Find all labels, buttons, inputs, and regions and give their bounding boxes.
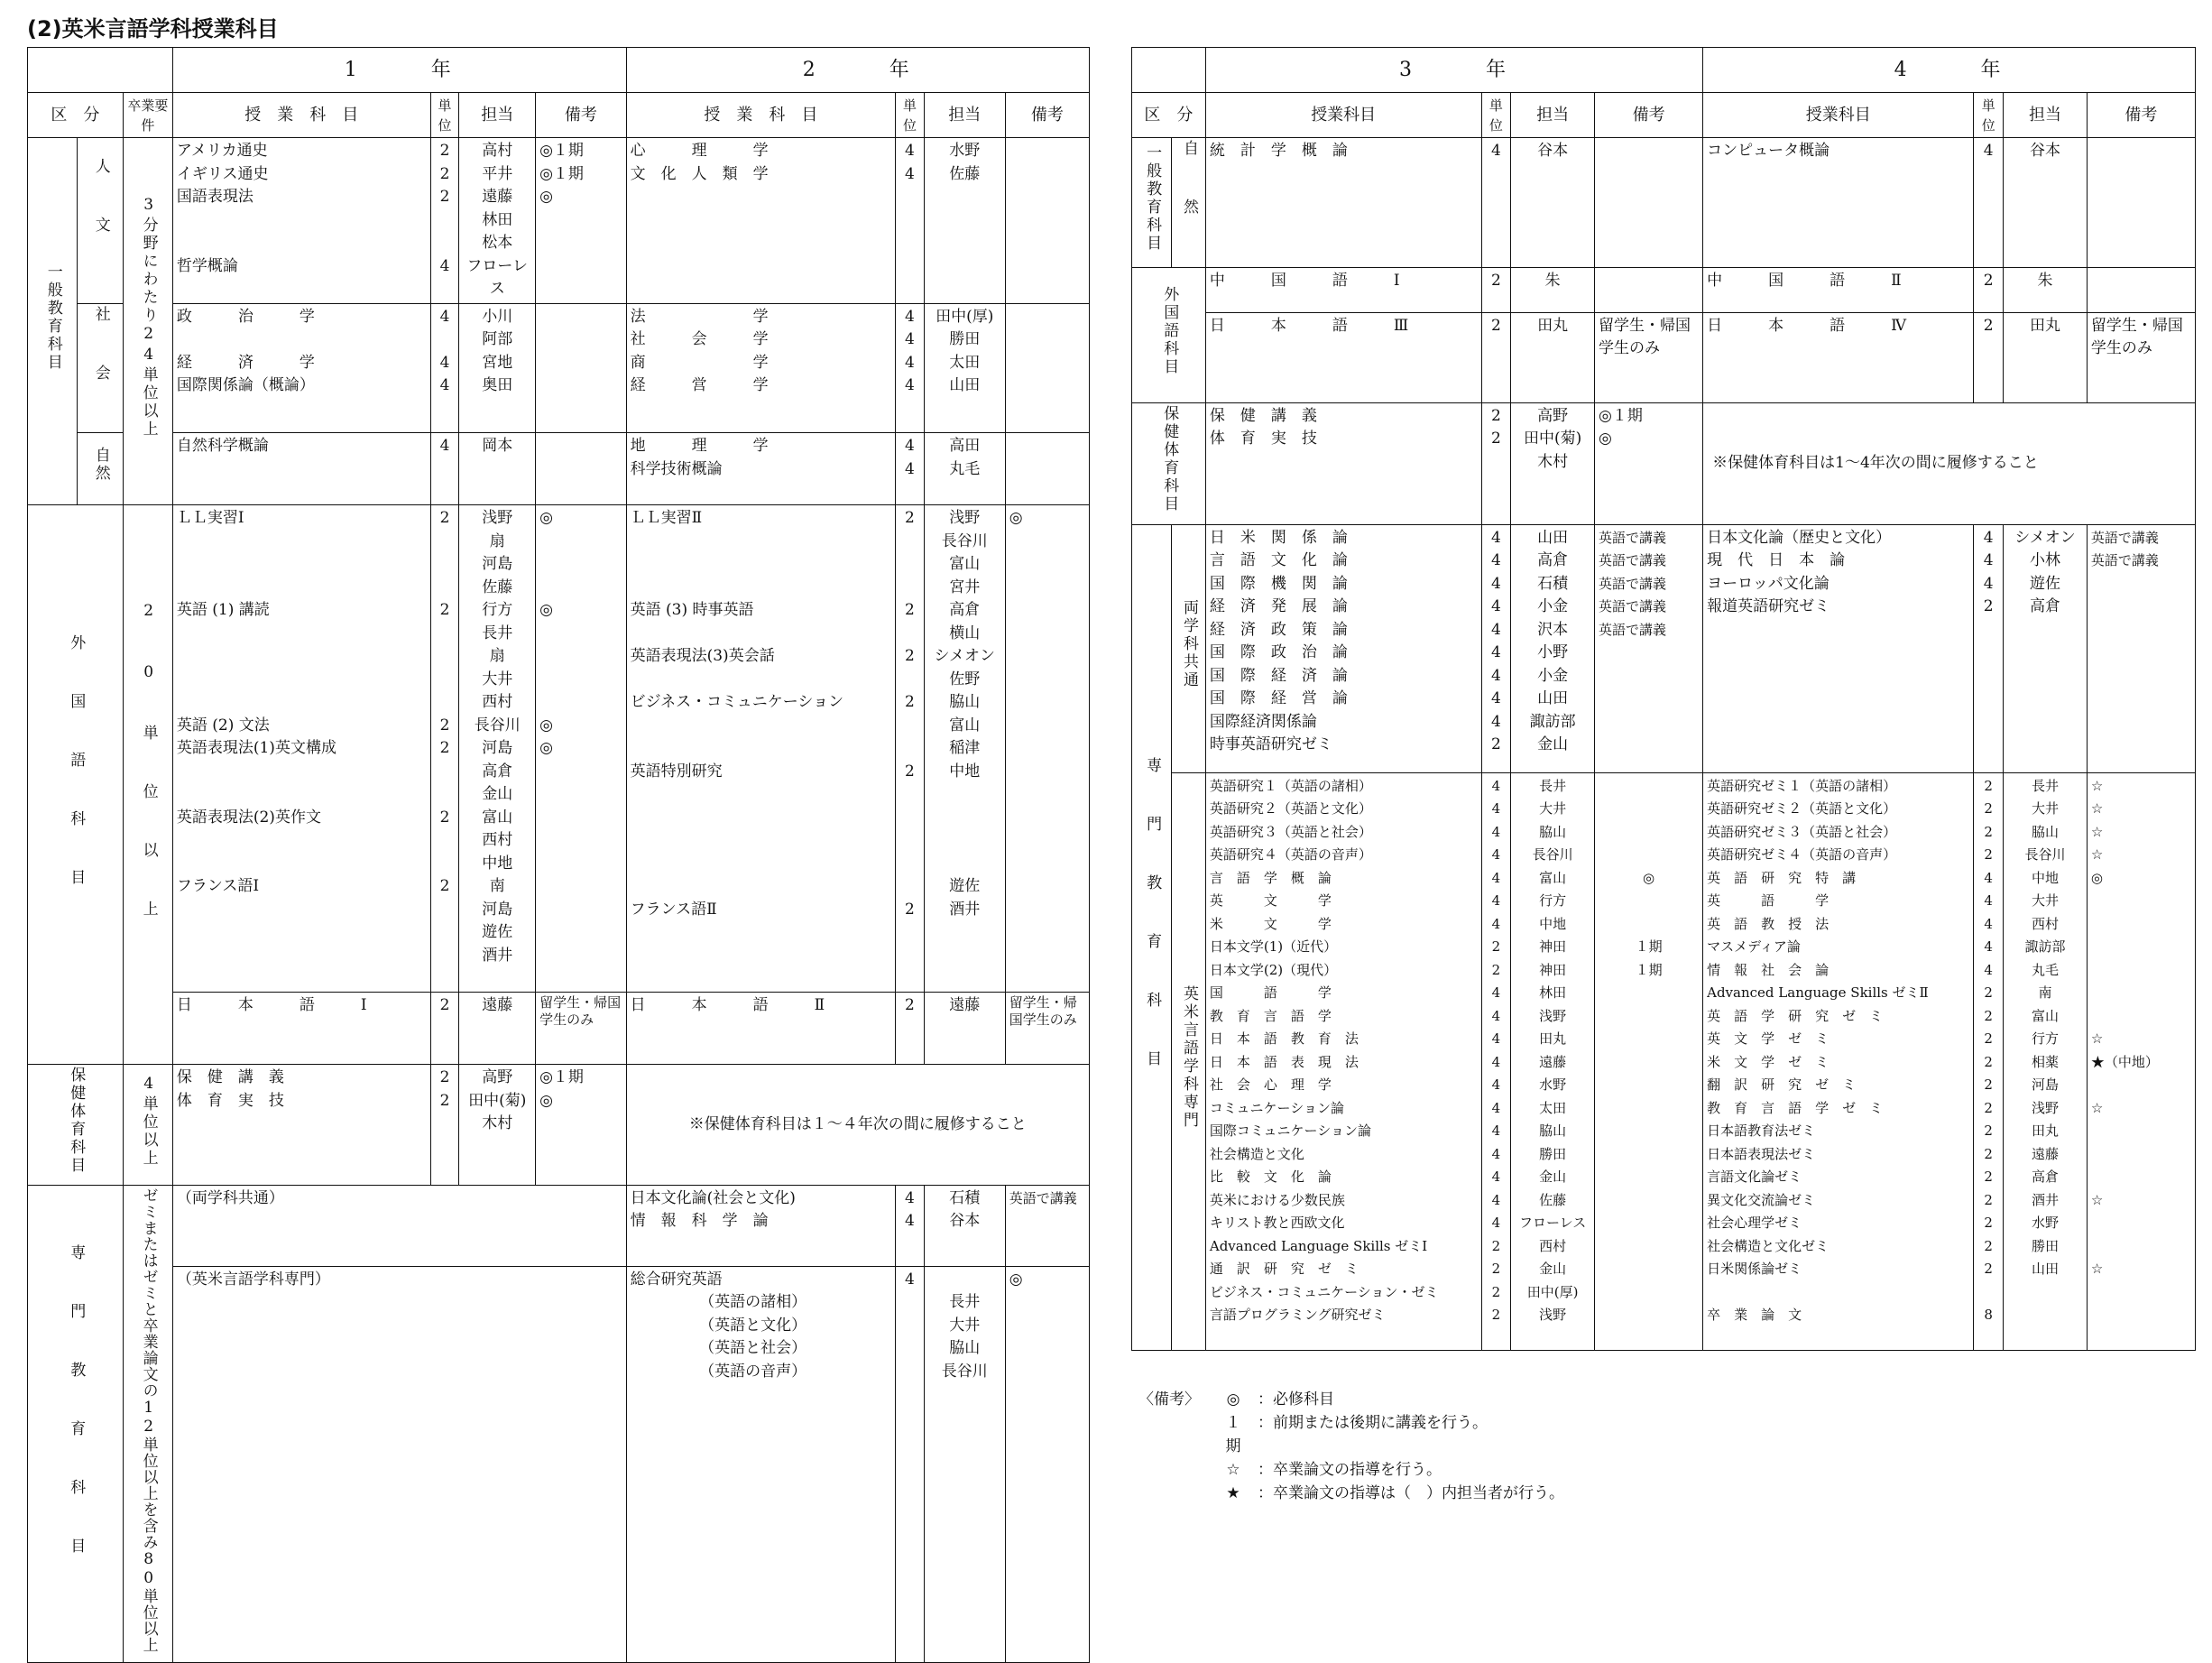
- ei-y3-notes: ◎ １期 １期: [1595, 772, 1703, 1350]
- header-teacher-y3: 担当: [1511, 93, 1595, 138]
- ryo-y3-subjects: 日 米 関 係 論 言 語 文 化 論 国 際 機 関 論 経 済 発 展 論 経 済 政 策 論 国 際 政 治 論 国 際 経 済 論 国 際 経 営 論 国際経済関係論 時事英語研究ゼミ: [1205, 524, 1481, 772]
- header-yoken: 卒業要件: [123, 93, 172, 138]
- ei-y4-teachers: 長井 大井 脇山 長谷川 中地 大井 西村 諏訪部 丸毛 南 富山 行方 相薬 河島 浅野 田丸 遠藤 高倉 酒井 水野 勝田 山田: [2004, 772, 2088, 1350]
- gai-y4-teacher1: 朱: [2004, 267, 2088, 312]
- gai-y3-teacher2: 田丸: [1511, 312, 1595, 402]
- shi-y2-notes: [1005, 433, 1089, 505]
- ei-y3-teachers: 長井 大井 脇山 長谷川 富山 行方 中地 神田 神田 林田 浅野 田丸 遠藤 水野 太田 脇山 勝田 金山 佐藤 フローレス 西村 金山 田中(厚) 浅野: [1511, 772, 1595, 1350]
- header-unit-y3: 単位: [1481, 93, 1511, 138]
- ryo-y3-units: 4 4 4 4 4 4 4 4 4 2: [1481, 524, 1511, 772]
- r-cat-ippan: 一般教育科目: [1132, 138, 1172, 268]
- label-eibei: （英米言語学科専門）: [172, 1266, 626, 1662]
- shi-y4-teacher: 谷本: [2004, 138, 2088, 268]
- gai-y2-subjects: ＬＬ実習Ⅱ 英語 (3) 時事英語 英語表現法(3)英会話 ビジネス・コミュニケーション 英語特別研究 フランス語Ⅱ: [626, 505, 895, 993]
- gai-y3-unit2: 2: [1481, 312, 1511, 402]
- gai-y3-note1: [1595, 267, 1703, 312]
- cat-shakai: 社会: [78, 303, 124, 433]
- req-ippan: 3分野にわたり24単位以上: [123, 138, 172, 505]
- header-subject-y1: 授 業 科 目: [172, 93, 430, 138]
- ei-y4-units: 2 2 2 2 4 4 4 4 4 2 2 2 2 2 2 2 2 2 2 2 2 2 8: [1974, 772, 2004, 1350]
- jp-y2-teacher: 遠藤: [924, 993, 1005, 1065]
- jp-y2-note: 留学生・帰国学生のみ: [1005, 993, 1089, 1065]
- gai-y3-unit1: 2: [1481, 267, 1511, 312]
- jp-y1-unit: 2: [430, 993, 459, 1065]
- shi-y3-unit: 4: [1481, 138, 1511, 268]
- ryo-y4-units: 4 4 4 2: [1974, 524, 2004, 772]
- gai-y4-unit2: 2: [1974, 312, 2004, 402]
- r-cat-ryogaku: 両学科共通: [1171, 524, 1205, 772]
- ei-y4-subjects: 英語研究ゼミ１（英語の諸相） 英語研究ゼミ２（英語と文化） 英語研究ゼミ３（英語と社会） 英語研究ゼミ４（英語の音声） 英 語 研 究 特 講 英 語 学 英 語 教 授 法 マスメディア論 情 報 社 会 論 Advanced Language Skills ゼミⅡ 英 語 学 研 究 ゼ ミ 英 文 学 ゼ ミ 米 文 学 ゼ ミ 翻 訳 研 究 ゼ ミ 教 育 言 語 学 ゼ ミ 日本語教育法ゼミ 日本語表現法ゼミ 言語文化論ゼミ 異文化交流論ゼミ 社会心理学ゼミ 社会構造と文化ゼミ 日米関係論ゼミ 卒 業 論 文: [1703, 772, 1974, 1350]
- ei-y2-note: ◎: [1005, 1266, 1089, 1662]
- req-gaikoku: 20単位以上: [123, 505, 172, 1065]
- r-cat-shizen: 自然: [1171, 138, 1205, 268]
- hoken-y1-notes: ◎１期 ◎: [536, 1065, 627, 1186]
- legend: [1138, 1388, 1564, 1505]
- legend-key-required: ◎: [1226, 1390, 1240, 1409]
- sha-y1-notes: [536, 303, 627, 433]
- header-subject-y3: 授業科目: [1205, 93, 1481, 138]
- r-cat-eibei: 英米言語学科専門: [1171, 772, 1205, 1350]
- header-kubun: 区 分: [28, 93, 124, 138]
- ei-y2-teachers: 長井 大井 脇山 長谷川: [924, 1266, 1005, 1662]
- gai-y2-units: 2 2 2 2 2 2: [896, 505, 925, 993]
- gai-y4-subject1: 中 国 語 Ⅱ: [1703, 267, 1974, 312]
- left-table: [27, 47, 1090, 1663]
- r-header-blank: [1132, 48, 1206, 93]
- ryo-y3-notes: 英語で講義 英語で講義 英語で講義 英語で講義 英語で講義: [1595, 524, 1703, 772]
- gai-y4-note2: 留学生・帰国学生のみ: [2087, 312, 2195, 402]
- jin-y2-units: 4 4: [896, 138, 925, 304]
- header-note-y3: 備考: [1595, 93, 1703, 138]
- jin-y1-teachers: 高村 平井 遠藤 林田 松本 フローレス: [459, 138, 536, 304]
- header-teacher-y4: 担当: [2004, 93, 2088, 138]
- ryo-y2-subjects: 日本文化論(社会と文化) 情 報 科 学 論: [626, 1185, 895, 1266]
- cat-senmon: 専門教育科目: [28, 1185, 124, 1663]
- gai-y3-subject2: 日 本 語 Ⅲ: [1205, 312, 1481, 402]
- r-header-kubun: 区 分: [1132, 93, 1206, 138]
- hoken-y3-subjects: 保 健 講 義 体 育 実 技: [1205, 402, 1481, 524]
- sha-y1-teachers: 小川 阿部 宮地 奥田: [459, 303, 536, 433]
- header-unit-y4: 単位: [1974, 93, 2004, 138]
- ei-y4-notes: ☆ ☆ ☆ ☆ ◎ ☆ ★（中地） ☆ ☆ ☆: [2087, 772, 2195, 1350]
- sha-y2-notes: [1005, 303, 1089, 433]
- shi-y4-subject: コンピュータ概論: [1703, 138, 1974, 268]
- legend-val-star: ：卒業論文の指導を行う。: [1258, 1461, 1442, 1479]
- header-teacher-y1: 担当: [459, 93, 536, 138]
- jp-y1-teacher: 遠藤: [459, 993, 536, 1065]
- gai-y3-subject1: 中 国 語 Ⅰ: [1205, 267, 1481, 312]
- ryo-y4-subjects: 日本文化論（歴史と文化） 現 代 日 本 論 ヨーロッパ文化論 報道英語研究ゼミ: [1703, 524, 1974, 772]
- gai-y1-units: 2 2 2 2 2 2: [430, 505, 459, 993]
- ryo-y2-units: 4 4: [896, 1185, 925, 1266]
- shi-y2-subjects: 地 理 学 科学技術概論: [626, 433, 895, 505]
- ryo-y2-note: 英語で講義: [1005, 1185, 1089, 1266]
- gai-y4-subject2: 日 本 語 Ⅳ: [1703, 312, 1974, 402]
- header-year1: 1 年: [172, 48, 626, 93]
- header-subject-y4: 授業科目: [1703, 93, 1974, 138]
- shi-y2-teachers: 高田 丸毛: [924, 433, 1005, 505]
- header-unit-y1: 単位: [430, 93, 459, 138]
- header-note-y2: 備考: [1005, 93, 1089, 138]
- header-year4: 4 年: [1703, 48, 2196, 93]
- hoken-y1-units: 2 2: [430, 1065, 459, 1186]
- ryo-y4-notes: 英語で講義 英語で講義: [2087, 524, 2195, 772]
- cat-shizen: 自然: [78, 433, 124, 505]
- gai-y2-teachers: 浅野 長谷川 富山 宮井 高倉 横山 シメオン 佐野 脇山 富山 稲津 中地 遊佐 酒井: [924, 505, 1005, 993]
- legend-val-required: ：必修科目: [1258, 1390, 1334, 1409]
- sha-y2-teachers: 田中(厚) 勝田 太田 山田: [924, 303, 1005, 433]
- shi-y2-units: 4 4: [896, 433, 925, 505]
- sha-y1-units: 4 4 4: [430, 303, 459, 433]
- req-senmon: ゼミまたはゼミと卒業論文の12単位以上を含み80単位以上: [123, 1185, 172, 1663]
- sha-y2-subjects: 法 学 社 会 学 商 学 経 営 学: [626, 303, 895, 433]
- gai-y4-note1: [2087, 267, 2195, 312]
- header-year2: 2 年: [626, 48, 1089, 93]
- shi-y4-note: [2087, 138, 2195, 268]
- jin-y1-units: 2 2 2 4: [430, 138, 459, 304]
- jin-y2-teachers: 水野 佐藤: [924, 138, 1005, 304]
- jp-y1-subject: 日 本 語 Ⅰ: [172, 993, 430, 1065]
- r-cat-senmon: 専門教育科目: [1132, 524, 1172, 1350]
- r-cat-hoken: 保健体育科目: [1132, 402, 1206, 524]
- cat-ippan: 一般教育科目: [28, 138, 78, 505]
- shi-y4-unit: 4: [1974, 138, 2004, 268]
- ei-y3-subjects: 英語研究１（英語の諸相） 英語研究２（英語と文化） 英語研究３（英語と社会） 英語研究４（英語の音声） 言 語 学 概 論 英 文 学 米 文 学 日本文学(1)（近代） 日本文学(2)（現代） 国 語 学 教 育 言 語 学 日 本 語 教 育 法 日 本 語 表 現 法 社 会 心 理 学 コミュニケーション論 国際コミュニケーション論 社会構造と文化 比 較 文 化 論 英米における少数民族 キリスト教と西欧文化 Advanced Language Skills ゼミⅠ 通 訳 研 究 ゼ ミ ビジネス・コミュニケーション・ゼミ 言語プログラミング研究ゼミ: [1205, 772, 1481, 1350]
- ryo-y2-teachers: 石積 谷本: [924, 1185, 1005, 1266]
- shi-y1-teachers: 岡本: [459, 433, 536, 505]
- jin-y2-subjects: 心 理 学 文 化 人 類 学: [626, 138, 895, 304]
- gai-y1-teachers: 浅野 扇 河島 佐藤 行方 長井 扇 大井 西村 長谷川 河島 高倉 金山 富山 西村 中地 南 河島 遊佐 酒井: [459, 505, 536, 993]
- ryo-y3-teachers: 山田 高倉 石積 小金 沢本 小野 小金 山田 諏訪部 金山: [1511, 524, 1595, 772]
- cat-hoken: 保健体育科目: [28, 1065, 124, 1186]
- header-note-y4: 備考: [2087, 93, 2195, 138]
- label-ryogaku: （両学科共通）: [172, 1185, 626, 1266]
- ei-y2-units: 4: [896, 1266, 925, 1662]
- shi-y1-units: 4: [430, 433, 459, 505]
- hoken-message-y2: ※保健体育科目は１～４年次の間に履修すること: [626, 1065, 1089, 1186]
- legend-key-term: １期: [1225, 1414, 1241, 1455]
- sha-y2-units: 4 4 4 4: [896, 303, 925, 433]
- hoken-y1-teachers: 高野 田中(菊) 木村: [459, 1065, 536, 1186]
- header-subject-y2: 授 業 科 目: [626, 93, 895, 138]
- hoken-y1-subjects: 保 健 講 義 体 育 実 技: [172, 1065, 430, 1186]
- header-year3: 3 年: [1205, 48, 1702, 93]
- cat-gaikoku: 外国語科目: [28, 505, 124, 1065]
- jp-y2-subject: 日 本 語 Ⅱ: [626, 993, 895, 1065]
- gai-y4-unit1: 2: [1974, 267, 2004, 312]
- ei-y3-units: 4 4 4 4 4 4 4 2 2 4 4 4 4 4 4 4 4 4 4 4 2 2 2 2: [1481, 772, 1511, 1350]
- req-hoken: 4単位以上: [123, 1065, 172, 1186]
- shi-y1-notes: [536, 433, 627, 505]
- jp-y2-unit: 2: [896, 993, 925, 1065]
- jp-y1-note: 留学生・帰国学生のみ: [536, 993, 627, 1065]
- ryo-y4-teachers: シメオン 小林 遊佐 高倉: [2004, 524, 2088, 772]
- header-unit-y2: 単位: [896, 93, 925, 138]
- jin-y1-notes: ◎１期 ◎１期 ◎: [536, 138, 627, 304]
- legend-key-blackstar: ★: [1226, 1484, 1240, 1502]
- hoken-y3-teachers: 高野 田中(菊) 木村: [1511, 402, 1595, 524]
- shi-y3-subject: 統 計 学 概 論: [1205, 138, 1481, 268]
- shi-y3-note: [1595, 138, 1703, 268]
- r-cat-gaikoku: 外国語科目: [1132, 267, 1206, 402]
- right-table: [1131, 47, 2196, 1351]
- legend-val-blackstar: ：卒業論文の指導は（ ）内担当者が行う。: [1258, 1484, 1564, 1502]
- shi-y3-teacher: 谷本: [1511, 138, 1595, 268]
- shi-y1-subjects: 自然科学概論: [172, 433, 430, 505]
- page-title: (2)英米言語学科授業科目: [27, 16, 279, 42]
- hoken-y3-units: 2 2: [1481, 402, 1511, 524]
- gai-y1-notes: ◎ ◎ ◎ ◎: [536, 505, 627, 993]
- gai-y3-teacher1: 朱: [1511, 267, 1595, 312]
- gai-y2-notes: ◎: [1005, 505, 1089, 993]
- gai-y1-subjects: ＬＬ実習Ⅰ 英語 (1) 講読 英語 (2) 文法 英語表現法(1)英文構成 英語表現法(2)英作文 フランス語Ⅰ: [172, 505, 430, 993]
- legend-head: 〈備考〉: [1138, 1390, 1200, 1409]
- hoken-message-y4: ※保健体育科目は1～4年次の間に履修すること: [1703, 402, 2196, 524]
- cat-jinbun: 人文: [78, 138, 124, 304]
- header-note-y1: 備考: [536, 93, 627, 138]
- jin-y1-subjects: アメリカ通史 イギリス通史 国語表現法 哲学概論: [172, 138, 430, 304]
- gai-y3-note2: 留学生・帰国学生のみ: [1595, 312, 1703, 402]
- hoken-y3-notes: ◎１期 ◎: [1595, 402, 1703, 524]
- header-blank: [28, 48, 173, 93]
- gai-y4-teacher2: 田丸: [2004, 312, 2088, 402]
- ei-y2-subjects: 総合研究英語 （英語の諸相） （英語と文化） （英語と社会） （英語の音声）: [626, 1266, 895, 1662]
- sha-y1-subjects: 政 治 学 経 済 学 国際関係論（概論）: [172, 303, 430, 433]
- jin-y2-notes: [1005, 138, 1089, 304]
- legend-val-term: ：前期または後期に講義を行う。: [1258, 1414, 1488, 1432]
- legend-key-star: ☆: [1226, 1461, 1240, 1479]
- header-teacher-y2: 担当: [924, 93, 1005, 138]
